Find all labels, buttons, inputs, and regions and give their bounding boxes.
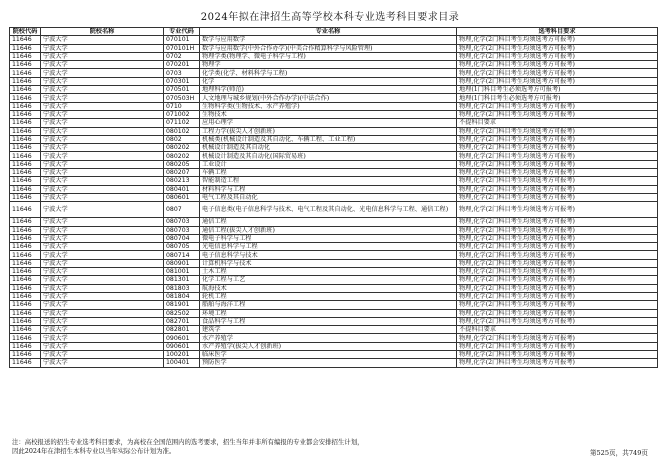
cell-school-name: 宁波大学	[41, 243, 164, 251]
table-row	[10, 359, 658, 367]
cell-requirement: 物理,化学(2门科目考生均须选考方可报考)	[457, 110, 658, 118]
cell-requirement: 物理,化学(2门科目考生均须选考方可报考)	[457, 185, 658, 193]
cell-requirement: 物理,化学(2门科目考生均须选考方可报考)	[457, 77, 658, 85]
cell-school-name: 宁波大学	[41, 94, 164, 102]
cell-major-name: 临床医学	[200, 350, 457, 358]
cell-major-code: 070101H	[164, 44, 200, 52]
cell-requirement: 物理,化学(2门科目考生均须选考方可报考)	[457, 301, 658, 309]
cell-requirement: 物理,化学(2门科目考生均须选考方可报考)	[457, 342, 658, 350]
cell-major-code: 080703	[164, 226, 200, 234]
cell-major-name: 地理科学(师范)	[200, 86, 457, 94]
cell-school-code: 11646	[10, 44, 41, 52]
cell-school-name: 宁波大学	[41, 317, 164, 325]
table-row	[10, 52, 658, 60]
cell-major-name: 电子信息类(电子信息科学与技术、电气工程及其自动化、光电信息科学与工程、通信工程)	[200, 202, 457, 218]
cell-school-name: 宁波大学	[41, 334, 164, 342]
cell-major-code: 080705	[164, 243, 200, 251]
footnote-line-2: 因此2024年在津招生本科专业以当年实际公布计划为准。	[12, 447, 176, 455]
cell-school-code: 11646	[10, 309, 41, 317]
cell-school-name: 宁波大学	[41, 202, 164, 218]
cell-major-name: 车辆工程	[200, 169, 457, 177]
cell-major-name: 材料科学与工程	[200, 185, 457, 193]
cell-school-code: 11646	[10, 127, 41, 135]
cell-major-name: 生物科学类(生物技术、水产养殖学)	[200, 102, 457, 110]
table-header-row	[10, 28, 658, 36]
cell-requirement: 地理(1门科目考生必须选考方可报考)	[457, 94, 658, 102]
cell-major-code: 081803	[164, 284, 200, 292]
cell-school-name: 宁波大学	[41, 309, 164, 317]
table-row	[10, 234, 658, 242]
table-row	[10, 350, 658, 358]
cell-school-name: 宁波大学	[41, 350, 164, 358]
cell-major-code: 080205	[164, 160, 200, 168]
cell-school-code: 11646	[10, 301, 41, 309]
cell-major-code: 0710	[164, 102, 200, 110]
cell-major-name: 微电子科学与工程	[200, 234, 457, 242]
cell-school-name: 宁波大学	[41, 251, 164, 259]
table-row	[10, 243, 658, 251]
cell-requirement: 物理,化学(2门科目考生均须选考方可报考)	[457, 276, 658, 284]
table-row	[10, 268, 658, 276]
table-row	[10, 342, 658, 350]
cell-major-code: 080202	[164, 144, 200, 152]
cell-school-name: 宁波大学	[41, 226, 164, 234]
cell-requirement: 物理,化学(2门科目考生均须选考方可报考)	[457, 169, 658, 177]
cell-school-code: 11646	[10, 169, 41, 177]
cell-major-name: 应用心理学	[200, 119, 457, 127]
cell-major-name: 机械设计制造及其自动化(国际贸易班)	[200, 152, 457, 160]
cell-major-code: 100401	[164, 359, 200, 367]
cell-school-code: 11646	[10, 77, 41, 85]
table-row	[10, 77, 658, 85]
cell-school-name: 宁波大学	[41, 259, 164, 267]
cell-major-code: 081804	[164, 292, 200, 300]
cell-requirement: 物理,化学(2门科目考生均须选考方可报考)	[457, 243, 658, 251]
cell-school-code: 11646	[10, 326, 41, 334]
cell-major-name: 光电信息科学与工程	[200, 243, 457, 251]
cell-school-name: 宁波大学	[41, 160, 164, 168]
cell-school-code: 11646	[10, 359, 41, 367]
cell-requirement: 物理,化学(2门科目考生均须选考方可报考)	[457, 334, 658, 342]
cell-school-code: 11646	[10, 36, 41, 44]
cell-requirement: 物理,化学(2门科目考生均须选考方可报考)	[457, 317, 658, 325]
cell-school-code: 11646	[10, 110, 41, 118]
table-row	[10, 44, 658, 52]
table-row	[10, 135, 658, 143]
cell-school-name: 宁波大学	[41, 301, 164, 309]
cell-major-name: 数学与应用数学(中外合作办学)(中美合作精算科学与风险管理)	[200, 44, 457, 52]
cell-major-code: 080401	[164, 185, 200, 193]
cell-requirement: 物理,化学(2门科目考生均须选考方可报考)	[457, 36, 658, 44]
cell-school-code: 11646	[10, 234, 41, 242]
cell-school-name: 宁波大学	[41, 110, 164, 118]
cell-requirement: 物理,化学(2门科目考生均须选考方可报考)	[457, 234, 658, 242]
cell-school-code: 11646	[10, 135, 41, 143]
cell-school-code: 11646	[10, 102, 41, 110]
cell-school-code: 11646	[10, 144, 41, 152]
table-row	[10, 284, 658, 292]
cell-school-name: 宁波大学	[41, 119, 164, 127]
cell-school-code: 11646	[10, 202, 41, 218]
cell-major-code: 080213	[164, 177, 200, 185]
cell-requirement: 物理,化学(2门科目考生均须选考方可报考)	[457, 202, 658, 218]
table-row	[10, 69, 658, 77]
cell-major-name: 机械设计制造及其自动化	[200, 144, 457, 152]
table-row	[10, 193, 658, 201]
table-row	[10, 226, 658, 234]
cell-major-name: 工业设计	[200, 160, 457, 168]
table-row	[10, 127, 658, 135]
cell-major-name: 轮机工程	[200, 292, 457, 300]
cell-requirement: 不提科目要求	[457, 326, 658, 334]
cell-major-name: 人文地理与城乡规划(中外合作办学)(中法合作)	[200, 94, 457, 102]
header-major-name: 专业名称	[200, 28, 457, 36]
cell-school-code: 11646	[10, 251, 41, 259]
table-row	[10, 218, 658, 226]
cell-major-code: 082502	[164, 309, 200, 317]
cell-major-code: 070101	[164, 36, 200, 44]
cell-major-code: 070503H	[164, 94, 200, 102]
cell-major-code: 080714	[164, 251, 200, 259]
cell-major-code: 082801	[164, 326, 200, 334]
table-row	[10, 61, 658, 69]
cell-school-name: 宁波大学	[41, 69, 164, 77]
cell-major-name: 化学	[200, 77, 457, 85]
page-number: 第525页，共749页	[589, 449, 648, 457]
cell-school-code: 11646	[10, 185, 41, 193]
cell-requirement: 物理,化学(2门科目考生均须选考方可报考)	[457, 144, 658, 152]
cell-requirement: 物理,化学(2门科目考生均须选考方可报考)	[457, 177, 658, 185]
cell-requirement: 物理,化学(2门科目考生均须选考方可报考)	[457, 135, 658, 143]
cell-requirement: 地理(1门科目考生必须选考方可报考)	[457, 86, 658, 94]
cell-major-code: 0702	[164, 52, 200, 60]
cell-requirement: 物理,化学(2门科目考生均须选考方可报考)	[457, 226, 658, 234]
cell-school-code: 11646	[10, 268, 41, 276]
cell-school-name: 宁波大学	[41, 169, 164, 177]
cell-school-code: 11646	[10, 243, 41, 251]
table-row	[10, 185, 658, 193]
cell-school-code: 11646	[10, 276, 41, 284]
cell-school-name: 宁波大学	[41, 36, 164, 44]
cell-major-code: 0807	[164, 202, 200, 218]
cell-major-name: 生物技术	[200, 110, 457, 118]
table-body	[10, 36, 658, 367]
cell-school-code: 11646	[10, 350, 41, 358]
subject-requirements-table	[9, 27, 658, 368]
cell-major-name: 水产养殖学(拔尖人才创新班)	[200, 342, 457, 350]
cell-school-name: 宁波大学	[41, 86, 164, 94]
cell-school-name: 宁波大学	[41, 52, 164, 60]
cell-school-name: 宁波大学	[41, 284, 164, 292]
cell-major-name: 通信工程(拔尖人才创新班)	[200, 226, 457, 234]
cell-major-code: 070501	[164, 86, 200, 94]
cell-school-code: 11646	[10, 292, 41, 300]
cell-major-code: 080202	[164, 152, 200, 160]
cell-major-code: 100201	[164, 350, 200, 358]
cell-school-code: 11646	[10, 334, 41, 342]
table-row	[10, 102, 658, 110]
cell-major-code: 081301	[164, 276, 200, 284]
header-major-code: 专业代码	[164, 28, 200, 36]
cell-major-name: 食品科学与工程	[200, 317, 457, 325]
cell-major-code: 080102	[164, 127, 200, 135]
cell-requirement: 物理,化学(2门科目考生均须选考方可报考)	[457, 102, 658, 110]
table-row	[10, 152, 658, 160]
cell-school-code: 11646	[10, 61, 41, 69]
cell-school-code: 11646	[10, 94, 41, 102]
table-row	[10, 317, 658, 325]
cell-requirement: 物理,化学(2门科目考生均须选考方可报考)	[457, 359, 658, 367]
table-row	[10, 144, 658, 152]
table-row	[10, 119, 658, 127]
cell-school-name: 宁波大学	[41, 234, 164, 242]
cell-requirement: 物理,化学(2门科目考生均须选考方可报考)	[457, 309, 658, 317]
table-row	[10, 309, 658, 317]
table-row	[10, 169, 658, 177]
cell-requirement: 物理,化学(2门科目考生均须选考方可报考)	[457, 69, 658, 77]
cell-school-name: 宁波大学	[41, 185, 164, 193]
cell-requirement: 物理,化学(2门科目考生均须选考方可报考)	[457, 251, 658, 259]
cell-school-code: 11646	[10, 284, 41, 292]
cell-major-code: 071102	[164, 119, 200, 127]
cell-school-name: 宁波大学	[41, 193, 164, 201]
cell-major-code: 070301	[164, 77, 200, 85]
cell-major-name: 化学类(化学、材料科学与工程)	[200, 69, 457, 77]
cell-school-name: 宁波大学	[41, 135, 164, 143]
cell-school-name: 宁波大学	[41, 152, 164, 160]
cell-school-name: 宁波大学	[41, 177, 164, 185]
cell-major-name: 工程力学(拔尖人才创新班)	[200, 127, 457, 135]
cell-school-name: 宁波大学	[41, 218, 164, 226]
cell-major-name: 航海技术	[200, 284, 457, 292]
cell-school-name: 宁波大学	[41, 276, 164, 284]
cell-major-code: 080703	[164, 218, 200, 226]
table-row	[10, 94, 658, 102]
cell-major-code: 080704	[164, 234, 200, 242]
cell-major-code: 081001	[164, 268, 200, 276]
cell-major-name: 预防医学	[200, 359, 457, 367]
cell-school-name: 宁波大学	[41, 268, 164, 276]
cell-school-name: 宁波大学	[41, 326, 164, 334]
table-row	[10, 86, 658, 94]
table-row	[10, 326, 658, 334]
table-row	[10, 177, 658, 185]
table-row	[10, 301, 658, 309]
cell-school-code: 11646	[10, 342, 41, 350]
cell-school-code: 11646	[10, 152, 41, 160]
cell-major-name: 数学与应用数学	[200, 36, 457, 44]
cell-school-code: 11646	[10, 317, 41, 325]
cell-school-code: 11646	[10, 177, 41, 185]
cell-school-code: 11646	[10, 52, 41, 60]
cell-requirement: 物理,化学(2门科目考生均须选考方可报考)	[457, 61, 658, 69]
cell-school-name: 宁波大学	[41, 127, 164, 135]
table-row	[10, 259, 658, 267]
cell-requirement: 物理,化学(2门科目考生均须选考方可报考)	[457, 268, 658, 276]
cell-school-name: 宁波大学	[41, 342, 164, 350]
cell-major-code: 082701	[164, 317, 200, 325]
cell-major-code: 070201	[164, 61, 200, 69]
cell-requirement: 物理,化学(2门科目考生均须选考方可报考)	[457, 127, 658, 135]
cell-requirement: 物理,化学(2门科目考生均须选考方可报考)	[457, 160, 658, 168]
table-row	[10, 110, 658, 118]
header-school-code: 院校代码	[10, 28, 41, 36]
cell-requirement: 不提科目要求	[457, 119, 658, 127]
cell-school-name: 宁波大学	[41, 44, 164, 52]
cell-major-code: 0703	[164, 69, 200, 77]
cell-school-name: 宁波大学	[41, 77, 164, 85]
table-row	[10, 36, 658, 44]
page-title: 2024年拟在津招生高等学校本科专业选考科目要求目录	[200, 12, 460, 23]
cell-major-name: 智能制造工程	[200, 177, 457, 185]
cell-school-code: 11646	[10, 218, 41, 226]
cell-requirement: 物理,化学(2门科目考生均须选考方可报考)	[457, 259, 658, 267]
cell-major-name: 电气工程及其自动化	[200, 193, 457, 201]
cell-requirement: 物理,化学(2门科目考生均须选考方可报考)	[457, 44, 658, 52]
cell-school-name: 宁波大学	[41, 359, 164, 367]
cell-requirement: 物理,化学(2门科目考生均须选考方可报考)	[457, 193, 658, 201]
cell-school-code: 11646	[10, 259, 41, 267]
cell-major-code: 080601	[164, 193, 200, 201]
cell-major-name: 计算机科学与技术	[200, 259, 457, 267]
cell-school-name: 宁波大学	[41, 61, 164, 69]
cell-school-name: 宁波大学	[41, 102, 164, 110]
cell-major-name: 建筑学	[200, 326, 457, 334]
cell-school-code: 11646	[10, 119, 41, 127]
cell-major-name: 物理学	[200, 61, 457, 69]
footnote-line-1: 注：高校报送的招生专业选考科目要求，为高校在全国范围内的选考要求，招生当年并非所有编报的专业都会安排招生计划，	[12, 438, 364, 446]
cell-major-name: 土木工程	[200, 268, 457, 276]
cell-school-name: 宁波大学	[41, 292, 164, 300]
cell-major-code: 090601	[164, 342, 200, 350]
cell-requirement: 物理,化学(2门科目考生均须选考方可报考)	[457, 152, 658, 160]
cell-major-code: 080901	[164, 259, 200, 267]
cell-school-name: 宁波大学	[41, 144, 164, 152]
cell-school-code: 11646	[10, 160, 41, 168]
cell-major-name: 船舶与海洋工程	[200, 301, 457, 309]
table-row	[10, 160, 658, 168]
cell-major-name: 机械类(机械设计制造及其自动化、车辆工程、工业工程)	[200, 135, 457, 143]
cell-major-name: 物理学类(物理学、微电子科学与工程)	[200, 52, 457, 60]
cell-requirement: 物理,化学(2门科目考生均须选考方可报考)	[457, 350, 658, 358]
cell-school-code: 11646	[10, 226, 41, 234]
cell-major-code: 081901	[164, 301, 200, 309]
cell-major-name: 电子信息科学与技术	[200, 251, 457, 259]
table-row	[10, 251, 658, 259]
cell-major-code: 080207	[164, 169, 200, 177]
cell-major-name: 环境工程	[200, 309, 457, 317]
cell-major-name: 通信工程	[200, 218, 457, 226]
cell-requirement: 物理,化学(2门科目考生均须选考方可报考)	[457, 284, 658, 292]
cell-major-name: 水产养殖学	[200, 334, 457, 342]
cell-school-code: 11646	[10, 193, 41, 201]
cell-school-code: 11646	[10, 86, 41, 94]
cell-requirement: 物理,化学(2门科目考生均须选考方可报考)	[457, 52, 658, 60]
table-row	[10, 276, 658, 284]
cell-major-code: 0802	[164, 135, 200, 143]
header-school-name: 院校名称	[41, 28, 164, 36]
cell-major-code: 071002	[164, 110, 200, 118]
table-row	[10, 202, 658, 218]
cell-major-name: 化学工程与工艺	[200, 276, 457, 284]
header-requirement: 选考科目要求	[457, 28, 658, 36]
cell-requirement: 物理,化学(2门科目考生均须选考方可报考)	[457, 218, 658, 226]
cell-requirement: 物理,化学(2门科目考生均须选考方可报考)	[457, 292, 658, 300]
cell-school-code: 11646	[10, 69, 41, 77]
cell-major-code: 090601	[164, 334, 200, 342]
table-row	[10, 334, 658, 342]
table-row	[10, 292, 658, 300]
